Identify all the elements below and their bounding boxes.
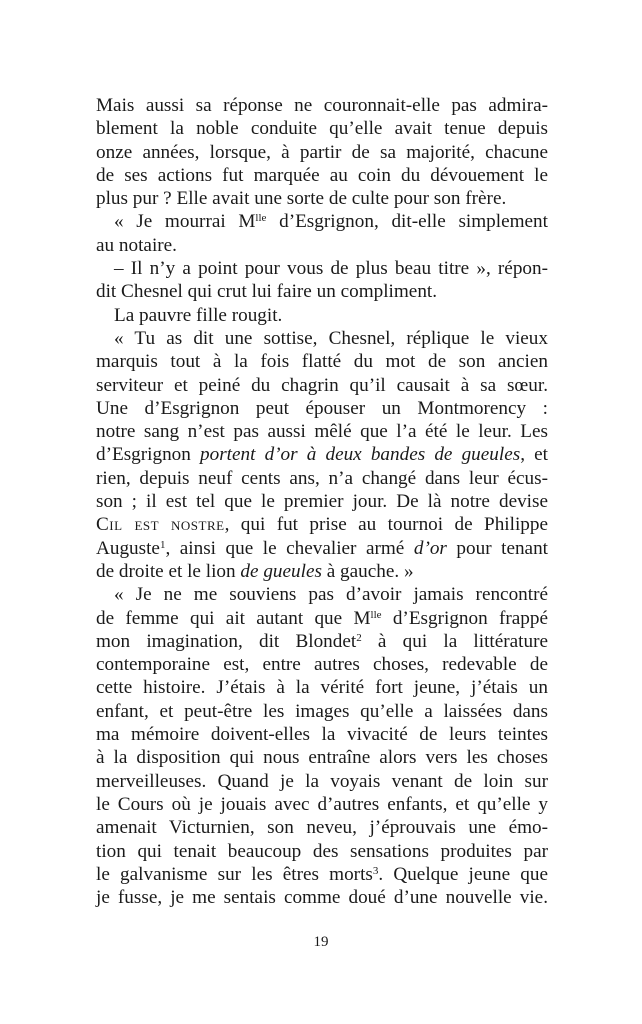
text-run: à qui la littérature [361,630,548,652]
superscript: 2 [356,631,362,644]
superscript: 1 [159,538,166,551]
text-line: de ses actions fut marquée au coin du dévouement le [96,164,548,186]
text-line: « Je ne me souviens pas d’avoir jamais rencontré [114,584,548,606]
book-page-body [96,94,548,909]
text-run: à gauche. » [321,560,414,582]
text-line: à la disposition qui nous entraîne alors vers les choses [96,747,548,769]
text-run: , et [520,444,548,466]
text-run: , ainsi que le chevalier armé [165,537,414,559]
text-run: le galvanisme sur les êtres morts [96,863,373,885]
text-line: notre sang n’est pas aussi mêlé que l’a été le leur. Les [96,421,548,443]
small-caps-text: Cil est nostre [96,514,225,536]
text-line [96,210,548,233]
text-run: . Quelque jeune que [378,863,548,885]
italic-text: de gueules [240,560,322,582]
text-run: de femme qui ait autant que M [96,607,371,629]
text-line: La pauvre fille rougit. [114,304,283,326]
superscript: 3 [372,864,379,877]
text-line: – Il n’y a point pour vous de plus beau titre », répon- [114,258,548,280]
text-line: ma mémoire doivent-elles la vivacité de leurs teintes [96,724,548,746]
text-line: plus pur ? Elle avait une sorte de culte pour son frère. [96,188,507,210]
text-run: « Je mourrai M [114,211,256,233]
text-line: rien, depuis neuf cents ans, n’a changé dans leur écus- [96,467,548,489]
text-line [96,560,548,583]
text-line: onze années, lorsque, à partir de sa majorité, chacune [96,141,548,163]
text-run: Auguste [96,537,160,559]
text-line: au notaire. [96,234,177,256]
text-line: marquis tout à la fois flatté du mot de son ancien [96,351,548,373]
text-run: , qui fut prise au tournoi de Philippe [224,514,548,536]
paragraph [96,210,548,257]
paragraph [96,583,548,909]
text-line: serviteur et peiné du chagrin qu’il causait à sa sœur. [96,374,548,396]
text-line: blement la noble conduite qu’elle avait tenue depuis [96,118,548,140]
text-run: d’Esgrignon, dit-elle simplement [266,211,548,233]
text-line: merveilleuses. Quand je la voyais venant de loin sur [96,770,548,792]
text-line: dit Chesnel qui crut lui faire un compliment. [96,281,438,303]
text-run: d’Esgrignon frappé [381,607,548,629]
text-line: amenait Victurnien, son neveu, j’éprouvais une émo- [96,817,548,839]
text-line [96,630,548,653]
text-line [96,537,548,560]
italic-text: portent d’or à deux bandes de gueules [200,444,521,466]
text-run: pour tenant [446,537,548,559]
text-line [96,607,548,630]
page-number: 19 [313,934,329,950]
text-run: mon imagination, dit Blondet [96,630,357,652]
italic-text: d’or [413,537,447,559]
paragraph [96,94,548,210]
text-line: tion qui tenait beaucoup des sensations produites par [96,840,548,862]
text-line: « Tu as dit une sottise, Chesnel, réplique le vieux [114,327,548,349]
text-line [96,863,548,886]
paragraph [96,257,548,304]
text-line: son ; il est tel que le premier jour. De là notre devise [96,491,548,513]
text-line: cette histoire. J’étais à la vérité fort jeune, j’étais un [96,677,548,699]
text-run: de droite et le lion [96,560,241,582]
paragraph [96,327,548,583]
text-line: je fusse, je me sentais comme doué d’une nouvelle vie. [96,887,548,909]
text-line [96,513,548,536]
superscript: lle [370,608,382,621]
text-line: Mais aussi sa réponse ne couronnait-elle pas admira- [96,95,548,116]
text-line: enfant, et peut-être les images qu’elle a laissées dans [96,700,548,722]
text-line: contemporaine est, entre autres choses, redevable de [96,654,548,676]
text-line [96,443,548,466]
paragraph [96,304,548,327]
text-line: Une d’Esgrignon peut épouser un Montmorency : [96,397,548,419]
text-run: d’Esgrignon [96,444,200,466]
superscript: lle [255,212,267,225]
text-line: le Cours où je jouais avec d’autres enfants, et qu’elle y [96,793,548,815]
